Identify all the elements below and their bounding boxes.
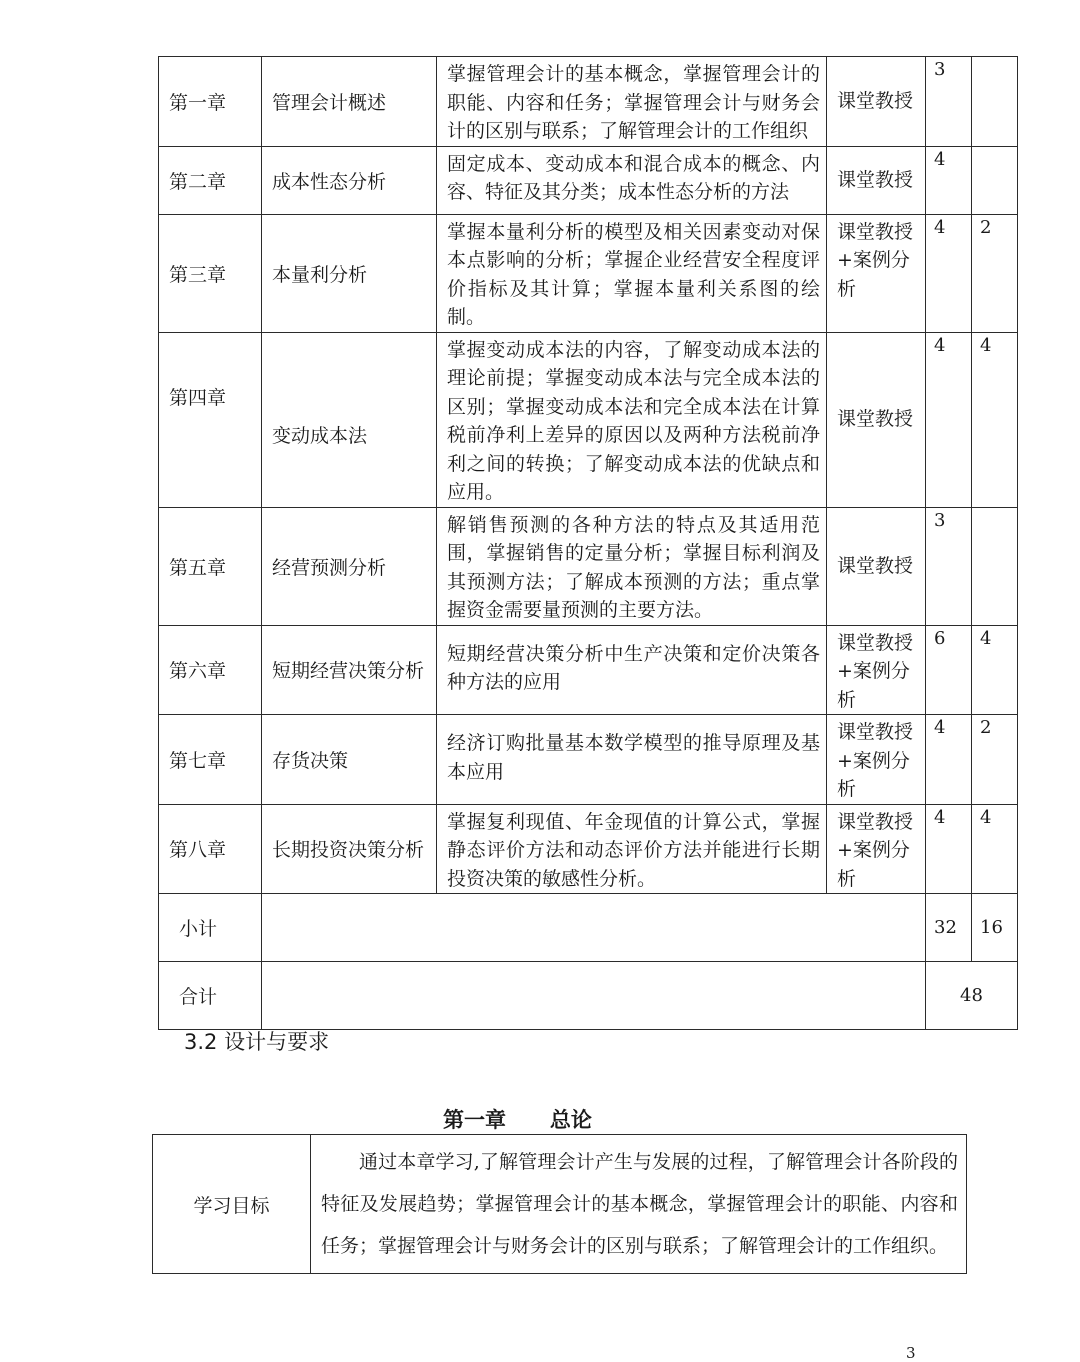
chapter-number: 第五章 xyxy=(159,507,262,625)
chapter-heading-name: 总论 xyxy=(549,1108,592,1132)
chapter-heading xyxy=(443,1104,592,1134)
chapter-number: 第四章 xyxy=(159,332,262,507)
table-row xyxy=(153,1135,967,1274)
chapter-number: 第二章 xyxy=(159,146,262,214)
case-hours xyxy=(972,57,1018,147)
table-row xyxy=(159,507,1018,625)
teaching-method: 课堂教授 xyxy=(827,146,926,214)
chapter-number: 第七章 xyxy=(159,715,262,805)
chapter-description: 掌握复利现值、年金现值的计算公式，掌握静态评价方法和动态评价方法并能进行长期投资决策的敏感性分析。 xyxy=(437,804,827,894)
learning-goals-label: 学习目标 xyxy=(153,1135,311,1274)
chapter-number: 第三章 xyxy=(159,214,262,332)
subtotal-label: 小计 xyxy=(159,894,262,962)
section-heading: 3.2 设计与要求 xyxy=(184,1030,330,1054)
table-row xyxy=(159,804,1018,894)
chapter-title: 变动成本法 xyxy=(262,332,437,507)
chapter-heading-number: 第一章 xyxy=(443,1108,506,1132)
total-blank xyxy=(262,962,926,1030)
teaching-method: 课堂教授+案例分析 xyxy=(827,715,926,805)
teaching-method: 课堂教授 xyxy=(827,332,926,507)
course-schedule-table xyxy=(158,56,1018,1030)
case-hours: 2 xyxy=(972,715,1018,805)
chapter-title: 存货决策 xyxy=(262,715,437,805)
lecture-hours: 4 xyxy=(926,332,972,507)
total-label: 合计 xyxy=(159,962,262,1030)
chapter-title: 长期投资决策分析 xyxy=(262,804,437,894)
chapter-number: 第八章 xyxy=(159,804,262,894)
table-row xyxy=(159,57,1018,147)
teaching-method: 课堂教授+案例分析 xyxy=(827,214,926,332)
table-row xyxy=(159,214,1018,332)
table-row xyxy=(159,332,1018,507)
lecture-hours: 4 xyxy=(926,804,972,894)
learning-goals-table xyxy=(152,1134,967,1274)
chapter-description: 掌握管理会计的基本概念，掌握管理会计的职能、内容和任务；掌握管理会计与财务会计的区别与联系；了解管理会计的工作组织 xyxy=(437,57,827,147)
lecture-hours: 3 xyxy=(926,57,972,147)
subtotal-row xyxy=(159,894,1018,962)
total-row xyxy=(159,962,1018,1030)
lecture-hours: 4 xyxy=(926,715,972,805)
chapter-description: 固定成本、变动成本和混合成本的概念、内容、特征及其分类；成本性态分析的方法 xyxy=(437,146,827,214)
chapter-description: 经济订购批量基本数学模型的推导原理及基本应用 xyxy=(437,715,827,805)
chapter-description: 解销售预测的各种方法的特点及其适用范围，掌握销售的定量分析；掌握目标利润及其预测方法；了解成本预测的方法；重点掌握资金需要量预测的主要方法。 xyxy=(437,507,827,625)
chapter-number: 第一章 xyxy=(159,57,262,147)
chapter-description: 短期经营决策分析中生产决策和定价决策各种方法的应用 xyxy=(437,625,827,715)
table-row xyxy=(159,625,1018,715)
table-row xyxy=(159,146,1018,214)
lecture-hours: 4 xyxy=(926,146,972,214)
case-hours: 2 xyxy=(972,214,1018,332)
subtotal-lecture-hours: 32 xyxy=(926,894,972,962)
teaching-method: 课堂教授 xyxy=(827,57,926,147)
chapter-description: 掌握本量利分析的模型及相关因素变动对保本点影响的分析；掌握企业经营安全程度评价指标及其计算；掌握本量利关系图的绘制。 xyxy=(437,214,827,332)
lecture-hours: 4 xyxy=(926,214,972,332)
chapter-title: 经营预测分析 xyxy=(262,507,437,625)
lecture-hours: 6 xyxy=(926,625,972,715)
chapter-title: 管理会计概述 xyxy=(262,57,437,147)
case-hours: 4 xyxy=(972,804,1018,894)
teaching-method: 课堂教授+案例分析 xyxy=(827,625,926,715)
lecture-hours: 3 xyxy=(926,507,972,625)
subtotal-case-hours: 16 xyxy=(972,894,1018,962)
chapter-number: 第六章 xyxy=(159,625,262,715)
chapter-title: 短期经营决策分析 xyxy=(262,625,437,715)
learning-goals-text: 通过本章学习,了解管理会计产生与发展的过程，了解管理会计各阶段的特征及发展趋势；掌握管理会计的基本概念，掌握管理会计的职能、内容和任务；掌握管理会计与财务会计的区别与联系；了解管理会计的工作组织。 xyxy=(311,1135,967,1274)
case-hours: 4 xyxy=(972,332,1018,507)
subtotal-blank xyxy=(262,894,926,962)
case-hours xyxy=(972,146,1018,214)
teaching-method: 课堂教授+案例分析 xyxy=(827,804,926,894)
chapter-title: 本量利分析 xyxy=(262,214,437,332)
teaching-method: 课堂教授 xyxy=(827,507,926,625)
case-hours xyxy=(972,507,1018,625)
case-hours: 4 xyxy=(972,625,1018,715)
table-row xyxy=(159,715,1018,805)
total-hours: 48 xyxy=(926,962,1018,1030)
page-number: 3 xyxy=(906,1344,916,1362)
chapter-description: 掌握变动成本法的内容，了解变动成本法的理论前提；掌握变动成本法与完全成本法的区别；掌握变动成本法和完全成本法在计算税前净利上差异的原因以及两种方法税前净利之间的转换；了解变动成本法的优缺点和应用。 xyxy=(437,332,827,507)
chapter-title: 成本性态分析 xyxy=(262,146,437,214)
